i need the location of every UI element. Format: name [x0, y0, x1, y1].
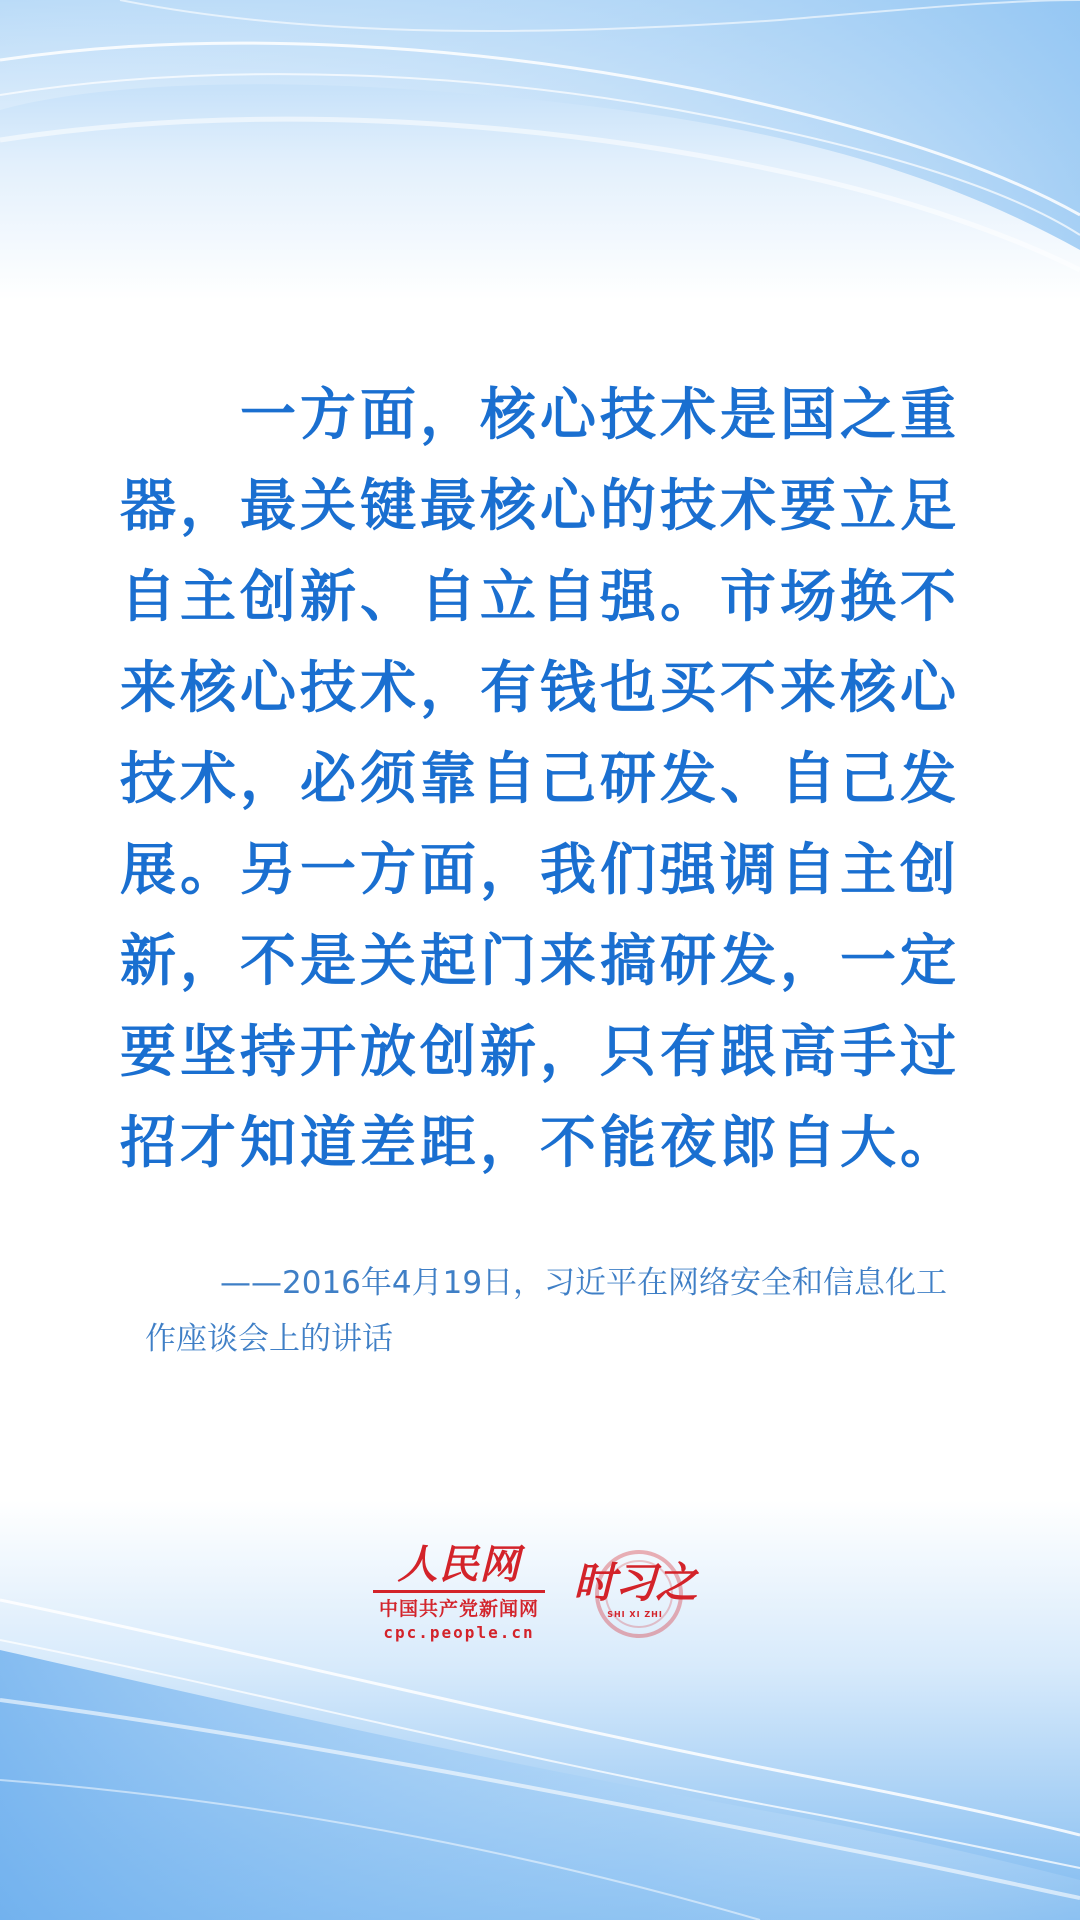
people-logotype: 人民网	[397, 1541, 521, 1588]
quote-source: ——2016年4月19日，习近平在网络安全和信息化工作座谈会上的讲话	[145, 1265, 948, 1357]
shixizhi-logo	[565, 1540, 705, 1650]
footer-logos	[370, 1540, 710, 1650]
shixizhi-logotype: 时习之	[573, 1558, 697, 1607]
logo-divider	[373, 1590, 545, 1593]
people-cn-name: 中国共产党新闻网	[378, 1598, 539, 1620]
shixizhi-pinyin: SHI XI ZHI	[607, 1610, 663, 1619]
people-url: cpc.people.cn	[383, 1623, 535, 1642]
top-wave-icon	[0, 0, 1080, 300]
people-daily-logo	[370, 1540, 548, 1650]
main-quote: 一方面，核心技术是国之重器，最关键最核心的技术要立足自主创新、自立自强。市场换不来核心技术，有钱也买不来核心技术，必须靠自己研发、自己发展。另一方面，我们强调自主创新，不是关起门来搞研发，一定要坚持开放创新，只有跟高手过招才知道差距，不能夜郎自大。	[120, 382, 960, 1176]
